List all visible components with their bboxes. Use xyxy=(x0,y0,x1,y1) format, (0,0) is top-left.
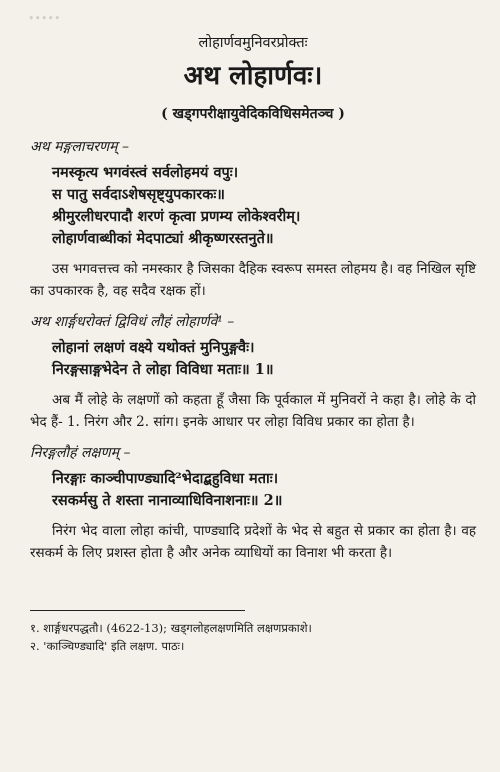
verse-line: नमस्कृत्य भगवंस्त्वं सर्वलोहमयं वपुः। xyxy=(52,164,239,181)
prose-paragraph: निरंग भेद वाला लोहा कांची, पाण्ड्यादि प्रदेशों के भेद से बहुत से प्रकार का होता है। वह रसकर्म के लिए प्रशस्त होता है और अनेक व्याधियों का विनाश भी करता है। xyxy=(30,523,476,561)
section-mangalacharan xyxy=(30,137,476,302)
footnote-divider xyxy=(30,610,245,611)
verse-line: लोहार्णवाब्धीकां मेदपाट्यां श्रीकृष्णरस्तनुते॥ xyxy=(52,230,274,247)
page-title: अथ लोहार्णवः। xyxy=(183,61,323,91)
section-nirang-lauh xyxy=(30,443,476,564)
section-dvividh-lauh xyxy=(30,312,476,433)
footnote: २. 'काञ्चिण्ड्यादि' इति लक्षण. पाठः। xyxy=(30,639,185,653)
verse-line: निरङ्गसाङ्गभेदेन ते लोहा विविधा मताः॥ 1॥ xyxy=(52,361,274,378)
verse-line: रसकर्मसु ते शस्ता नानाव्याधिविनाशनाः॥ 2॥ xyxy=(52,492,283,509)
prose-paragraph: उस भगवत्तत्त्व को नमस्कार है जिसका दैहिक स्वरूप समस्त लोहमय है। वह निखिल सृष्टि का उपकारक है, वह सदैव रक्षक हों। xyxy=(30,261,476,299)
page-subtitle: लोहार्णवमुनिवरप्रोक्तः xyxy=(198,35,308,51)
footnotes xyxy=(30,619,476,655)
verse-line: लोहानां लक्षणं वक्ष्ये यथोक्तं मुनिपुङ्गवैः। xyxy=(52,339,255,356)
verse-line: श्रीमुरलीधरपादौ शरणं कृत्वा प्रणम्य लोकेश्वरीम्। xyxy=(52,208,301,225)
verse-line: स पातु सर्वदाऽशेषसृष्ट्युपकारकः॥ xyxy=(52,186,225,203)
bleed-through-text: ••••• xyxy=(28,12,61,25)
footnote: १. शार्ङ्गधरपद्धतौ। (4622-13); खड्गलोहलक्षणमिति लक्षणप्रकाशे। xyxy=(30,621,312,635)
section-heading: अथ शार्ङ्गधरोक्तं द्विविधं लौहं लोहार्णवे¹ – xyxy=(30,314,235,330)
section-heading: अथ मङ्गलाचरणम् – xyxy=(30,139,130,155)
verse-block xyxy=(30,468,476,512)
paren-title: ( खड्गपरीक्षायुवेदिकविधिसमेतञ्च ) xyxy=(161,106,345,122)
verse-line: निरङ्गाः काञ्चीपाण्ड्यादि²भेदाद्बहुविधा मताः। xyxy=(52,470,279,487)
verse-block xyxy=(30,337,476,381)
section-heading: निरङ्गलौहं लक्षणम् – xyxy=(30,445,131,461)
verse-block xyxy=(30,162,476,250)
prose-paragraph: अब मैं लोहे के लक्षणों को कहता हूँ जैसा कि पूर्वकाल में मुनिवरों ने कहा है। लोहे के दो भेद हैं- 1. निरंग और 2. सांग। इनके आधार पर लोहा विविध प्रकार का होता है। xyxy=(30,392,476,430)
